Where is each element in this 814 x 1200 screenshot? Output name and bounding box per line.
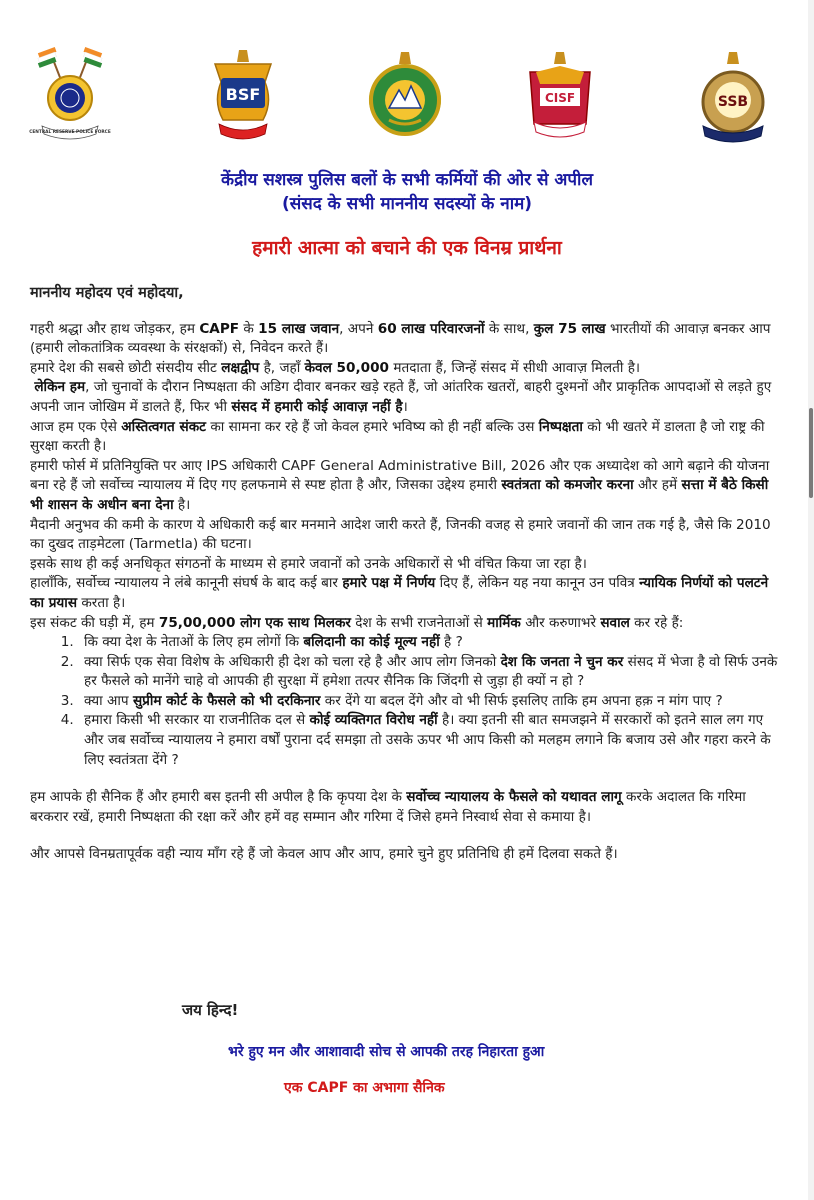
appeal-header-line2: (संसद के सभी माननीय सदस्यों के नाम) [281,194,533,214]
bsf-logo [193,42,293,152]
question-3: 3. क्या आप सुप्रीम कोर्ट के फैसले को भी दरकिनार कर देंगे या बदल देंगे और वो भी सिर्फ इसलिए ताकि हम अपना हक़ न मांग पाए ? [78,692,782,712]
paragraph-3: लेकिन हम, जो चुनावों के दौरान निष्पक्षता की अडिग दीवार बनकर खड़े रहते हैं, जो आंतरिक खतरों, बाहरी दुश्मनों और प्राकृतिक आपदाओं से लड़ते हुए अपनी जान जोखिम में डालते हैं, फिर भी संसद में हमारी कोई आवाज़ नहीं है। [30,379,772,415]
appeal-header-line1: केंद्रीय सशस्त्र पुलिस बलों के सभी कर्मियों की ओर से अपील [221,170,593,190]
itbp-logo [355,42,455,152]
crpf-logo-text: CENTRAL RESERVE POLICE FORCE [29,130,111,135]
ssb-logo-text: SSB [717,94,749,110]
paragraph-8: हालाँकि, सर्वोच्च न्यायालय ने लंबे कानूनी संघर्ष के बाद कई बार हमारे पक्ष में निर्णय दिए हैं, लेकिन यह नया कानून उन पवित्र न्यायिक निर्णयों को पलटने का प्रयास करता है। [30,575,769,611]
paragraph-9: इस संकट की घड़ी में, हम 75,00,000 लोग एक साथ मिलकर देश के सभी राजनेताओं से मार्मिक और करुणाभरे सवाल कर रहे हैं: [30,614,684,631]
appeal-header [0,168,814,216]
appeal-title: हमारी आत्मा को बचाने की एक विनम्र प्रार्थना [252,237,562,259]
letter-body [30,284,782,865]
signature-line-1: भरे हुए मन और आशावादी सोच से आपकी तरह निहारता हुआ [228,1044,545,1060]
jai-hind: जय हिन्द! [182,1001,239,1019]
bsf-logo-text: BSF [225,85,261,104]
logos-row [0,42,800,152]
scrollbar-thumb[interactable] [809,408,813,498]
paragraph-7: इसके साथ ही कई अनधिकृत संगठनों के माध्यम से हमारे जवानों को उनके अधिकारों से भी वंचित किया जा रहा है। [30,555,587,572]
paragraph-10: हम आपके ही सैनिक हैं और हमारी बस इतनी सी अपील है कि कृपया देश के सर्वोच्च न्यायालय के फैसले को यथावत लागू करके अदालत कि गरिमा बरकरार रखें, हमारी निष्पक्षता की रक्षा करें और हमें वह सम्मान और गरिमा दें जिसे हमने निस्वार्थ सेवा से कमाया है। [30,789,746,825]
cisf-logo-text: CISF [544,91,576,105]
scrollbar[interactable] [808,0,814,1200]
crpf-logo [20,42,120,152]
question-4: 4. हमारा किसी भी सरकार या राजनीतिक दल से कोई व्यक्तिगत विरोध नहीं है। क्या इतनी सी बात समजझने में सरकारों को इतने साल लग गए और जब सर्वोच्च न्यायालय ने हमारा वर्षों पुराना दर्द समझा तो उसके ऊपर भी आप किसी को मलहम लगाने कि बजाय उसे और गहरा करने के लिए स्वतंत्रता देंगे ? [78,711,782,770]
signature-line-2: एक CAPF का अभागा सैनिक [284,1080,445,1096]
question-1: 1. कि क्या देश के नेताओं के लिए हम लोगों कि बलिदानी का कोई मूल्य नहीं है ? [78,633,782,653]
question-2: 2. क्या सिर्फ एक सेवा विशेष के अधिकारी ही देश को चला रहे है और आप लोग जिनको देश कि जनता ने चुन कर संसद में भेजा है वो सिर्फ उनके हर फैसले को मानेंगे चाहे वो आपकी ही सुरक्षा में हमेशा तत्पर सैनिक कि जिंदगी से जुड़ा ही क्यों न हो ? [78,653,782,692]
paragraph-1: गहरी श्रद्धा और हाथ जोड़कर, हम CAPF के 15 लाख जवान, अपने 60 लाख परिवारजनों के साथ, कुल 75 लाख भारतीयों की आवाज़ बनकर आप (हमारी लोकतांत्रिक व्यवस्था के संरक्षकों) से, निवेदन करते हैं। [30,320,771,357]
ssb-logo [683,42,783,152]
salutation: माननीय महोदय एवं महोदया, [30,285,184,301]
paragraph-4: आज हम एक ऐसे अस्तित्वगत संकट का सामना कर रहे हैं जो केवल हमारे भविष्य को ही नहीं बल्कि उस निष्पक्षता को भी खतरे में डालता है जो राष्ट्र की सुरक्षा करती है। [30,418,765,455]
paragraph-2: हमारे देश की सबसे छोटी संसदीय सीट लक्षद्वीप है, जहाँ केवल 50,000 मतदाता हैं, जिन्हें संसद में सीधी आवाज़ मिलती है। [30,359,641,376]
questions-list [30,633,782,770]
paragraph-5: हमारी फोर्स में प्रतिनियुक्ति पर आए IPS अधिकारी CAPF General Administrative Bill, 2026 और एक अध्यादेश को आगे बढ़ाने की योजना बना रहे हैं जो सर्वोच्च न्यायालय में दिए गए हलफनामे से स्पष्ट होता है और, जिसका उद्देश्य हमारी स्वतंत्रता को कमजोर करना और हमें सत्ता में बैठे किसी भी शासन के अधीन बना देना है। [30,457,770,513]
paragraph-11: और आपसे विनम्रतापूर्वक वही न्याय माँग रहे हैं जो केवल आप और आप, हमारे चुने हुए प्रतिनिधि ही हमें दिलवा सकते हैं। [30,846,618,863]
paragraph-6: मैदानी अनुभव की कमी के कारण ये अधिकारी कई बार मनमाने आदेश जारी करते हैं, जिनकी वजह से हमारे जवानों की जान तक गई है, जैसे कि 2010 का दुखद ताड़मेटला (Tarmetla) की घटना। [30,516,771,553]
cisf-logo [510,42,610,152]
